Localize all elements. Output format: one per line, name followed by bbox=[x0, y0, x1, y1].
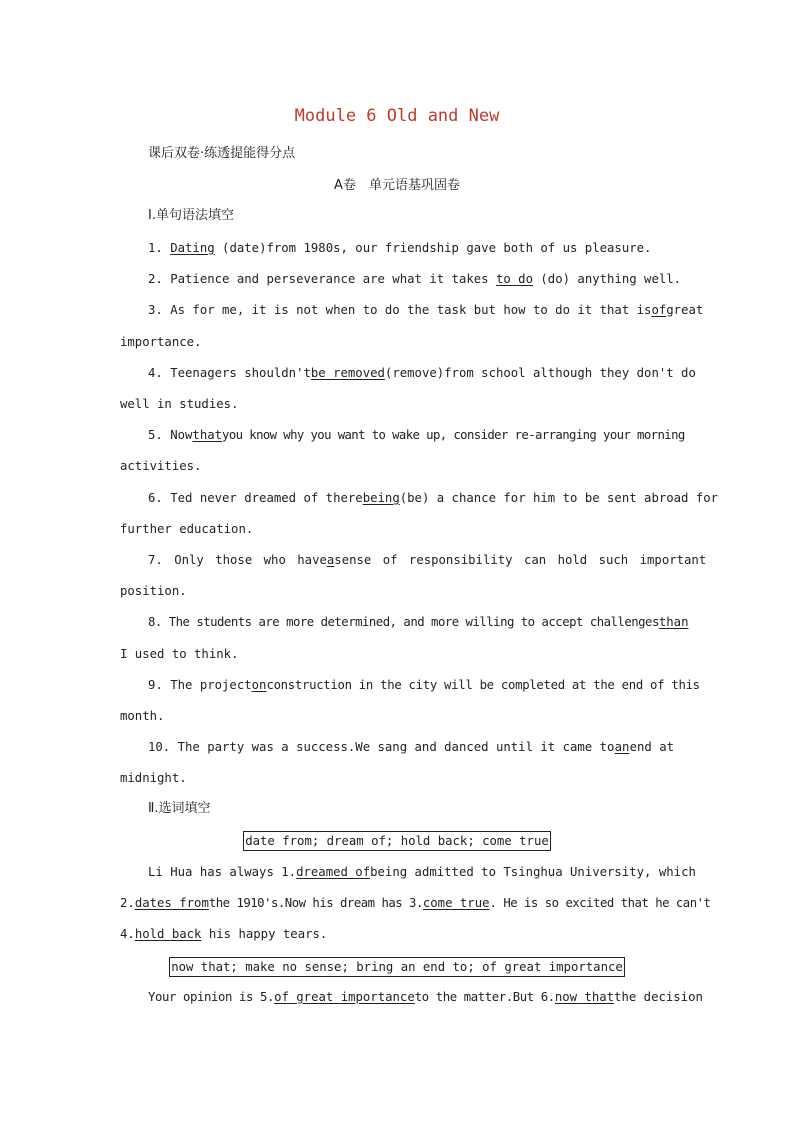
p1-number-2: 2. bbox=[120, 896, 135, 910]
p1-text-end: being admitted to Tsinghua University, which bbox=[370, 865, 696, 879]
p1-answer-1: dreamed of bbox=[296, 865, 371, 879]
question-10 bbox=[148, 739, 674, 755]
q10-text: 10. The party was a success.We sang and danced until it came to bbox=[148, 740, 615, 754]
q5-continuation: activities. bbox=[120, 459, 202, 473]
q9-text-end: construction in the city will be completed at the end of this bbox=[266, 678, 700, 692]
q8-continuation: I used to think. bbox=[120, 647, 239, 661]
passage-2-line-1 bbox=[148, 989, 703, 1005]
q7-text-end: sense of responsibility can hold such important bbox=[334, 553, 707, 567]
q10-text-end: end at bbox=[629, 740, 674, 754]
question-7 bbox=[148, 552, 707, 568]
q5-text-end: you know why you want to wake up, consider re-arranging your morning bbox=[222, 428, 685, 442]
p2-text-end: the decision bbox=[614, 990, 703, 1004]
q6-text: 6. Ted never dreamed of there bbox=[148, 491, 363, 505]
question-3 bbox=[148, 302, 704, 318]
q7-answer: a bbox=[326, 553, 335, 567]
section-2-heading: Ⅱ.选词填空 bbox=[148, 801, 211, 816]
q3-text-end: great bbox=[666, 303, 704, 317]
p2-answer-5: of great importance bbox=[274, 990, 415, 1004]
section-1-heading: Ⅰ.单句语法填空 bbox=[148, 208, 234, 223]
p2-answer-6: now that bbox=[554, 990, 615, 1004]
question-8 bbox=[148, 614, 689, 630]
question-5 bbox=[148, 427, 685, 443]
question-2 bbox=[148, 271, 681, 287]
page-title: Module 6 Old and New bbox=[294, 106, 500, 126]
p1-line2-end: . He is so excited that he can't bbox=[489, 896, 711, 910]
q1-number: 1. bbox=[148, 241, 163, 255]
word-box-2: now that; make no sense; bring an end to; of great importance bbox=[169, 957, 625, 977]
q6-answer: being bbox=[362, 491, 400, 505]
p1-line2-middle: the 1910's.Now his dream has 3. bbox=[208, 896, 423, 910]
p1-answer-2: dates from bbox=[134, 896, 209, 910]
q3-answer: of bbox=[651, 303, 667, 317]
q8-answer: than bbox=[658, 615, 689, 629]
q9-continuation: month. bbox=[120, 709, 165, 723]
word-box-2-wrap bbox=[0, 956, 794, 977]
p1-answer-4: hold back bbox=[134, 927, 202, 941]
q4-text: 4. Teenagers shouldn't bbox=[148, 366, 311, 380]
q1-answer: Dating bbox=[170, 241, 215, 255]
q4-text-end: (remove)from school although they don't do bbox=[384, 366, 696, 380]
q10-answer: an bbox=[614, 740, 630, 754]
q9-text: 9. The project bbox=[148, 678, 252, 692]
q8-text: 8. The students are more determined, and more willing to accept challenges bbox=[148, 615, 659, 629]
question-1 bbox=[148, 240, 651, 256]
passage-1-line-2 bbox=[120, 895, 711, 911]
p1-text: Li Hua has always 1. bbox=[148, 865, 297, 879]
p1-number-4: 4. bbox=[120, 927, 135, 941]
q3-text: 3. As for me, it is not when to do the task but how to do it that is bbox=[148, 303, 652, 317]
q4-continuation: well in studies. bbox=[120, 397, 239, 411]
q5-answer: that bbox=[192, 428, 223, 442]
q7-text: 7. Only those who have bbox=[148, 553, 327, 567]
p1-line2-part-a bbox=[120, 895, 209, 911]
question-6 bbox=[148, 490, 719, 506]
q6-text-end: (be) a chance for him to be sent abroad for bbox=[399, 491, 719, 505]
q5-text: 5. Now bbox=[148, 428, 193, 442]
passage-1-line-3 bbox=[120, 926, 327, 942]
q3-continuation: importance. bbox=[120, 335, 202, 349]
q1-text: (date)from 1980s, our friendship gave both of us pleasure. bbox=[222, 241, 652, 255]
q6-continuation: further education. bbox=[120, 522, 254, 536]
word-box-1-wrap bbox=[0, 830, 794, 851]
question-4 bbox=[148, 365, 696, 381]
q10-continuation: midnight. bbox=[120, 771, 187, 785]
q2-text-end: (do) anything well. bbox=[540, 272, 682, 286]
q9-answer: on bbox=[251, 678, 267, 692]
word-box-1: date from; dream of; hold back; come true bbox=[243, 831, 551, 851]
question-9 bbox=[148, 677, 700, 693]
q7-continuation: position. bbox=[120, 584, 187, 598]
paper-a-heading: A卷 单元语基巩固卷 bbox=[334, 178, 460, 193]
subtitle: 课后双卷·练透提能得分点 bbox=[148, 146, 296, 161]
p2-middle: to the matter.But 6. bbox=[414, 990, 555, 1004]
p1-line3-end: his happy tears. bbox=[208, 927, 328, 941]
passage-1-line-1 bbox=[148, 864, 696, 880]
p2-text: Your opinion is 5. bbox=[148, 990, 275, 1004]
q2-answer: to do bbox=[495, 272, 533, 286]
q2-text: 2. Patience and perseverance are what it takes bbox=[148, 272, 489, 286]
q4-answer: be removed bbox=[310, 366, 385, 380]
p1-answer-3: come true bbox=[422, 896, 490, 910]
